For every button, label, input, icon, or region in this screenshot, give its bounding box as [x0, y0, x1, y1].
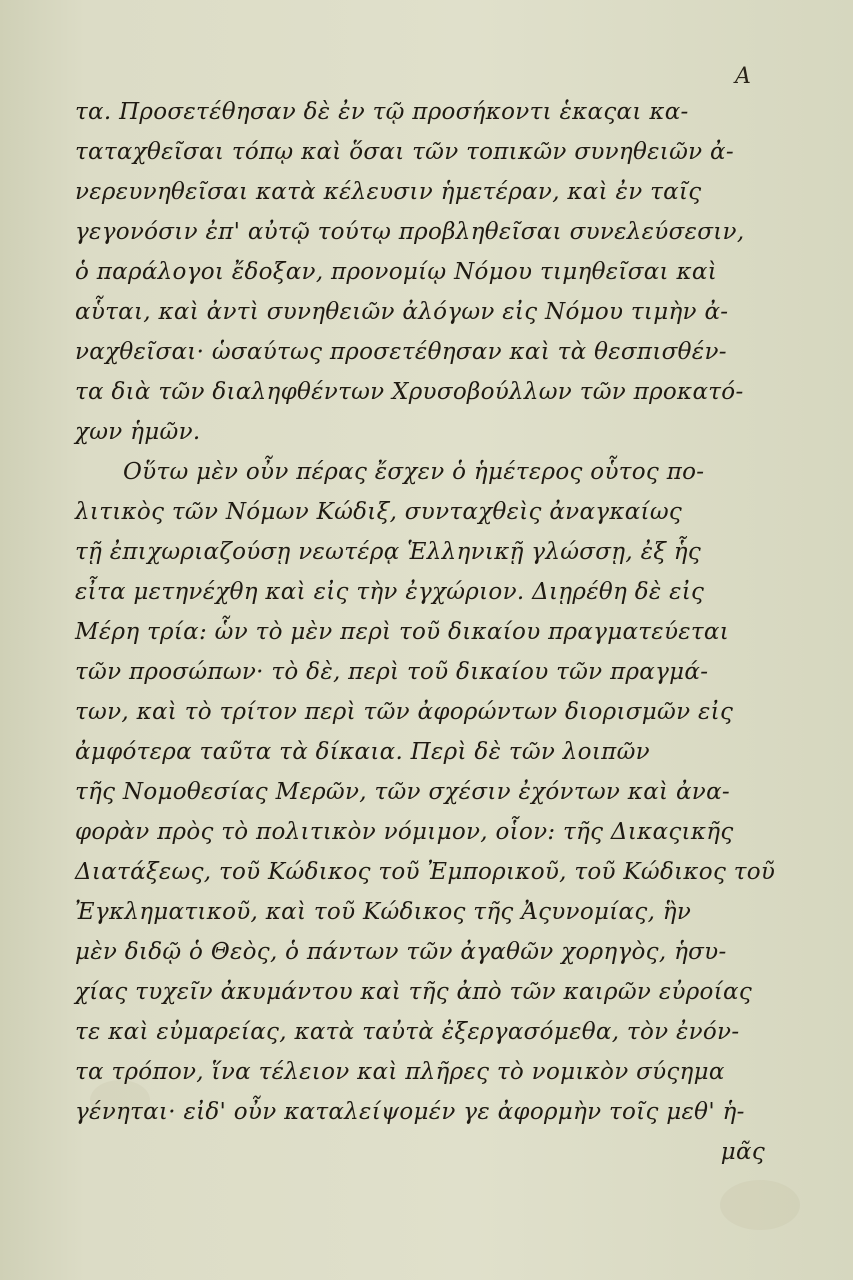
text-line: Ἐγκληματικοῦ, καὶ τοῦ Κώδικος τῆς Ἀςυνομίας, ἣν: [75, 899, 692, 925]
text-line: φορὰν πρὸς τὸ πολιτικὸν νόμιμον, οἷον: τῆς Δικαςικῆς: [75, 819, 734, 845]
text-line: τῇ ἐπιχωριαζούσῃ νεωτέρᾳ Ἑλληνικῇ γλώσσῃ, ἐξ ἧς: [75, 539, 702, 565]
text-line: χίας τυχεῖν ἀκυμάντου καὶ τῆς ἀπὸ τῶν καιρῶν εὐροίας: [75, 979, 753, 1005]
text-line: νερευνηθεῖσαι κατὰ κέλευσιν ἡμετέραν, καὶ ἐν ταῖς: [75, 179, 702, 205]
paper-stain: [720, 1180, 800, 1230]
text-line: τα τρόπον, ἵνα τέλειον καὶ πλῆρες τὸ νομικὸν σύςημα: [75, 1059, 725, 1085]
text-line: ναχθεῖσαι· ὡσαύτως προσετέθησαν καὶ τὰ θεσπισθέν-: [75, 339, 727, 365]
text-line: μὲν διδῷ ὁ Θεὸς, ὁ πάντων τῶν ἀγαθῶν χορηγὸς, ἡσυ-: [75, 939, 727, 965]
text-line: τῆς Νομοθεσίας Μερῶν, τῶν σχέσιν ἐχόντων καὶ ἀνα-: [75, 779, 730, 805]
text-line: τα. Προσετέθησαν δὲ ἐν τῷ προσήκοντι ἑκαςαι κα-: [75, 99, 689, 125]
text-line: ἀμφότερα ταῦτα τὰ δίκαια. Περὶ δὲ τῶν λοιπῶν: [75, 739, 650, 765]
text-line: των, καὶ τὸ τρίτον περὶ τῶν ἀφορώντων διορισμῶν εἰς: [75, 699, 734, 725]
paragraph-start-line: Οὕτω μὲν οὖν πέρας ἔσχεν ὁ ἡμέτερος οὗτος πο-: [123, 459, 705, 485]
text-line: εἶτα μετηνέχθη καὶ εἰς τὴν ἐγχώριον. Διῃρέθη δὲ εἰς: [75, 579, 705, 605]
catchword: μᾶς: [720, 1139, 765, 1165]
text-line: λιτικὸς τῶν Νόμων Κώδιξ, συνταχθεὶς ἀναγκαίως: [75, 499, 683, 525]
text-line: Διατάξεως, τοῦ Κώδικος τοῦ Ἐμπορικοῦ, τοῦ Κώδικος τοῦ: [75, 859, 776, 885]
text-line: γένηται· εἰδ' οὖν καταλείψομέν γε ἀφορμὴν τοῖς μεθ' ἡ-: [75, 1099, 745, 1125]
text-line: χων ἡμῶν.: [75, 419, 201, 445]
text-block: [75, 92, 776, 1172]
text-line: τα διὰ τῶν διαληφθέντων Χρυσοβούλλων τῶν προκατό-: [75, 379, 744, 405]
text-line: Μέρη τρία: ὧν τὸ μὲν περὶ τοῦ δικαίου πραγματεύεται: [75, 619, 730, 645]
text-line: τε καὶ εὐμαρείας, κατὰ ταὐτὰ ἐξεργασόμεθα, τὸν ἐνόν-: [75, 1019, 740, 1045]
text-line: γεγονόσιν ἐπ' αὐτῷ τούτῳ προβληθεῖσαι συνελεύσεσιν,: [75, 219, 745, 245]
signature-mark: A: [735, 64, 751, 89]
text-line: ταταχθεῖσαι τόπῳ καὶ ὅσαι τῶν τοπικῶν συνηθειῶν ἀ-: [75, 139, 734, 165]
text-line: τῶν προσώπων· τὸ δὲ, περὶ τοῦ δικαίου τῶν πραγμά-: [75, 659, 709, 685]
text-line: αὗται, καὶ ἀντὶ συνηθειῶν ἀλόγων εἰς Νόμου τιμὴν ἀ-: [75, 299, 729, 325]
text-line: ὁ παράλογοι ἔδοξαν, προνομίῳ Νόμου τιμηθεῖσαι καὶ: [75, 259, 718, 285]
